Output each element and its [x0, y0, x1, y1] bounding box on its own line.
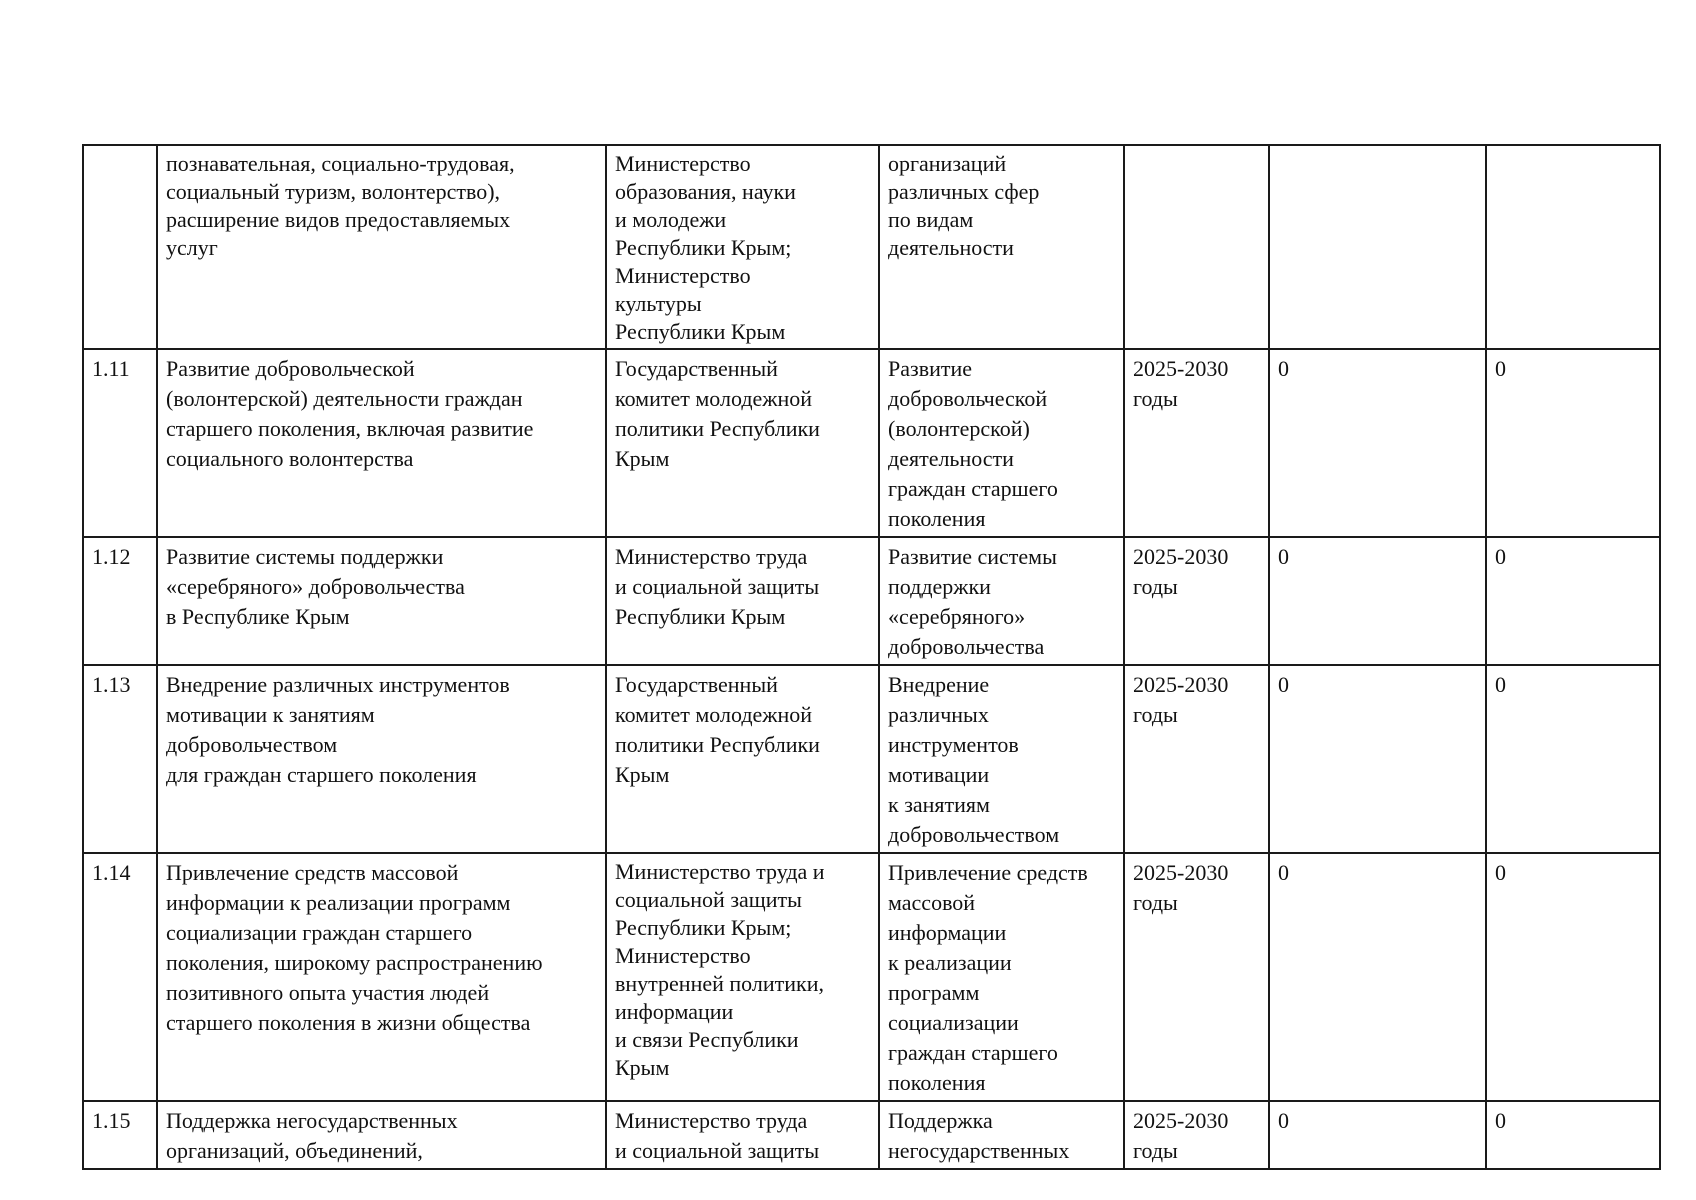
value-cell-2 [1486, 145, 1660, 349]
period-cell [1124, 145, 1269, 349]
period-cell: 2025-2030 годы [1124, 665, 1269, 853]
row-number: 1.12 [83, 537, 157, 665]
period-cell: 2025-2030 годы [1124, 537, 1269, 665]
row-number: 1.13 [83, 665, 157, 853]
table-row [83, 1101, 1660, 1169]
value-cell-1 [1269, 145, 1486, 349]
table-row [83, 853, 1660, 1101]
measures-table [82, 144, 1661, 1170]
table-row [83, 349, 1660, 537]
result-cell: Поддержка негосударственных [879, 1101, 1124, 1169]
table-row [83, 145, 1660, 349]
activity-cell: Развитие добровольческой (волонтерской) деятельности граждан старшего поколения, включая развитие социального волонтерства [157, 349, 606, 537]
executor-cell: Государственный комитет молодежной политики Республики Крым [606, 349, 879, 537]
result-cell: Развитие добровольческой (волонтерской) деятельности граждан старшего поколения [879, 349, 1124, 537]
value-cell-2: 0 [1486, 349, 1660, 537]
value-cell-1: 0 [1269, 349, 1486, 537]
activity-cell: Поддержка негосударственных организаций, объединений, [157, 1101, 606, 1169]
row-number: 1.15 [83, 1101, 157, 1169]
result-cell: Внедрение различных инструментов мотивации к занятиям добровольчеством [879, 665, 1124, 853]
row-number: 1.14 [83, 853, 157, 1101]
activity-cell: познавательная, социально-трудовая, социальный туризм, волонтерство), расширение видов предоставляемых услуг [157, 145, 606, 349]
executor-cell: Министерство труда и социальной защиты [606, 1101, 879, 1169]
row-number: 1.11 [83, 349, 157, 537]
activity-cell: Привлечение средств массовой информации к реализации программ социализации граждан старшего поколения, широкому распространению позитивного опыта участия людей старшего поколения в жизни общества [157, 853, 606, 1101]
value-cell-2: 0 [1486, 665, 1660, 853]
executor-cell: Министерство труда и социальной защиты Республики Крым [606, 537, 879, 665]
activity-cell: Развитие системы поддержки «серебряного» добровольчества в Республике Крым [157, 537, 606, 665]
value-cell-2: 0 [1486, 537, 1660, 665]
executor-cell: Министерство образования, науки и молодежи Республики Крым; Министерство культуры Республики Крым [606, 145, 879, 349]
executor-cell: Министерство труда и социальной защиты Республики Крым; Министерство внутренней политики, информации и связи Республики Крым [606, 853, 879, 1101]
value-cell-2: 0 [1486, 853, 1660, 1101]
activity-cell: Внедрение различных инструментов мотивации к занятиям добровольчеством для граждан старшего поколения [157, 665, 606, 853]
period-cell: 2025-2030 годы [1124, 349, 1269, 537]
period-cell: 2025-2030 годы [1124, 853, 1269, 1101]
result-cell: Развитие системы поддержки «серебряного» добровольчества [879, 537, 1124, 665]
period-cell: 2025-2030 годы [1124, 1101, 1269, 1169]
result-cell: Привлечение средств массовой информации к реализации программ социализации граждан старшего поколения [879, 853, 1124, 1101]
value-cell-1: 0 [1269, 853, 1486, 1101]
row-number [83, 145, 157, 349]
executor-cell: Государственный комитет молодежной политики Республики Крым [606, 665, 879, 853]
value-cell-1: 0 [1269, 1101, 1486, 1169]
table-row [83, 537, 1660, 665]
result-cell: организаций различных сфер по видам деятельности [879, 145, 1124, 349]
value-cell-1: 0 [1269, 665, 1486, 853]
value-cell-2: 0 [1486, 1101, 1660, 1169]
table-row [83, 665, 1660, 853]
value-cell-1: 0 [1269, 537, 1486, 665]
